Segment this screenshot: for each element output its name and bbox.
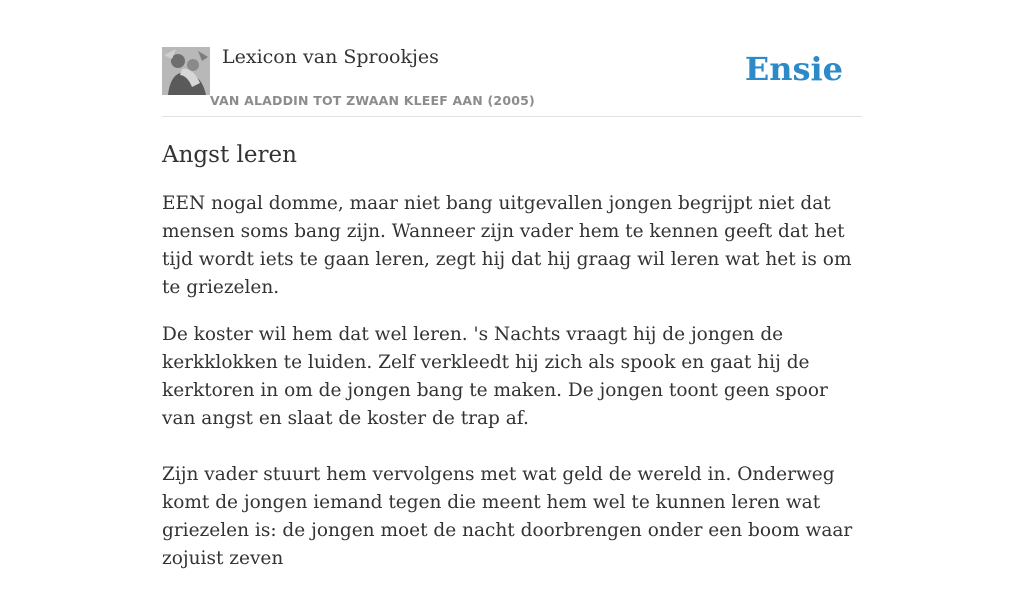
article-paragraph: Zijn vader stuurt hem vervolgens met wat geld de wereld in. Onderweg komt de jongen iemand tegen die meent hem wel te kunnen leren wat griezelen is: de jongen moet de nacht doorbrengen onder een boom waar zojuist zeven bbox=[162, 464, 853, 569]
book-header bbox=[162, 44, 862, 117]
brand-logo-link[interactable]: Ensie bbox=[744, 50, 843, 88]
book-subtitle: VAN ALADDIN TOT ZWAAN KLEEF AAN (2005) bbox=[210, 93, 535, 108]
article bbox=[162, 138, 862, 592]
book-cover-engraving-icon bbox=[162, 47, 210, 95]
book-cover-avatar[interactable] bbox=[162, 47, 210, 95]
article-paragraph: De koster wil hem dat wel leren. 's Nachts vraagt hij de jongen de kerkklokken te luiden. Zelf verkleedt hij zich als spook en gaat hij de kerktoren in om de jongen bang te maken. De jongen toont geen spoor van angst en slaat de koster de trap af. bbox=[162, 324, 828, 429]
book-title[interactable]: Lexicon van Sprookjes bbox=[222, 46, 439, 68]
article-title: Angst leren bbox=[162, 142, 297, 168]
article-paragraph: EEN nogal domme, maar niet bang uitgevallen jongen begrijpt niet dat mensen soms bang zijn. Wanneer zijn vader hem te kennen geeft dat het tijd wordt iets te gaan leren, zegt hij dat hij graag wil leren wat het is om te griezelen. bbox=[162, 193, 852, 298]
